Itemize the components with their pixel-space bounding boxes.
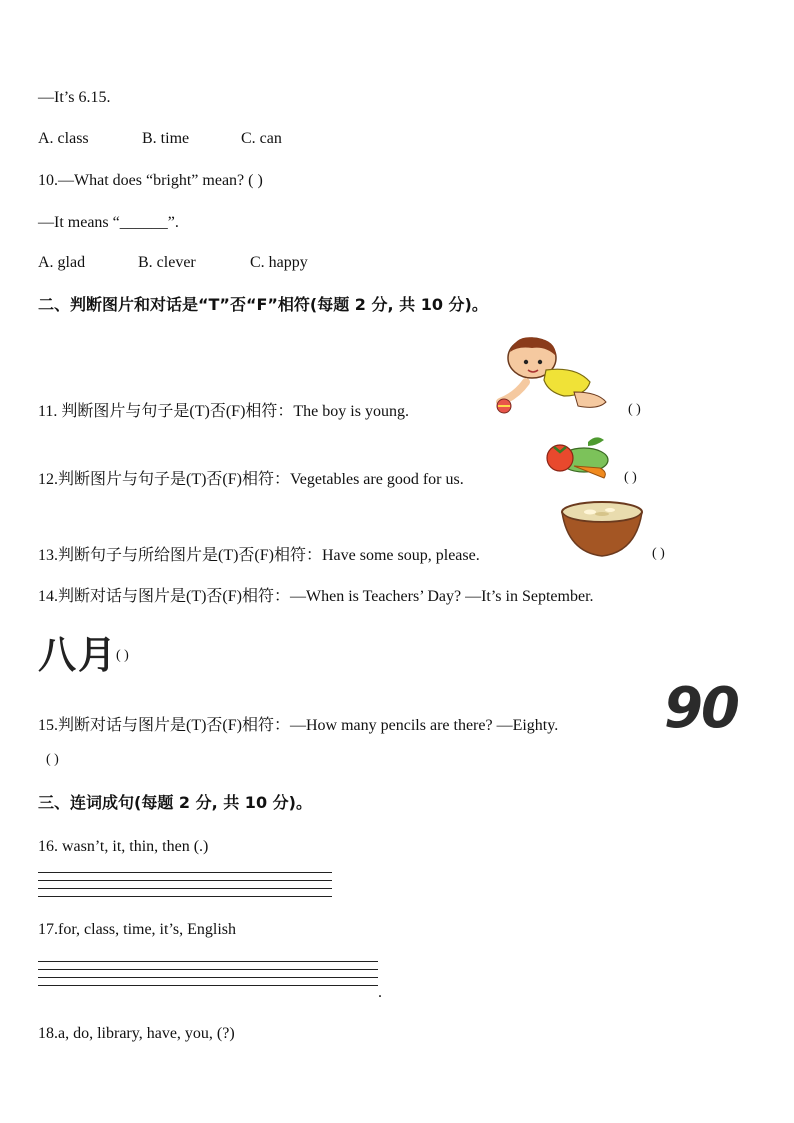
section-3-title: 三、连词成句(每题 2 分, 共 10 分)。 (38, 793, 312, 812)
q17-answer-lines[interactable] (38, 961, 378, 993)
q16-rule-4 (38, 896, 332, 897)
q10-question: 10.—What does “bright” mean? ( ) (38, 172, 263, 189)
soup-bowl-icon (560, 500, 644, 567)
q9-option-a: A. class (38, 130, 89, 147)
q17-end-mark: . (378, 984, 382, 1001)
q10-option-c: C. happy (250, 254, 308, 271)
q11-answer-paren[interactable]: ( ) (628, 402, 641, 417)
q16-words: 16. wasn’t, it, thin, then (.) (38, 838, 209, 855)
q12-answer-paren[interactable]: ( ) (624, 470, 637, 485)
ninety-image-text: 90 (664, 676, 738, 741)
q14-answer-paren[interactable]: ( ) (116, 648, 129, 663)
q9-answer-line: —It’s 6.15. (38, 89, 111, 106)
q9-option-b: B. time (142, 130, 190, 147)
baby-crawling-icon (466, 336, 616, 423)
q17-rule-4 (38, 985, 378, 986)
q17-words: 17.for, class, time, it’s, English (38, 921, 237, 938)
section-2-title: 二、判断图片和对话是“T”否“F”相符(每题 2 分, 共 10 分)。 (38, 295, 488, 314)
q16-rule-2 (38, 880, 332, 881)
q16-rule-3 (38, 888, 332, 889)
vegetables-icon (544, 432, 614, 489)
q9-option-c: C. can (241, 130, 282, 147)
q17-rule-2 (38, 969, 378, 970)
q16-answer-lines[interactable] (38, 872, 332, 904)
q13-text: 13.判断句子与所给图片是(T)否(F)相符：Have some soup, please. (38, 547, 480, 564)
q10-option-a: A. glad (38, 254, 86, 271)
q10-option-b: B. clever (138, 254, 196, 271)
q10-answer-line: —It means “______”. (38, 214, 179, 231)
q17-rule-3 (38, 977, 378, 978)
q15-text: 15.判断对话与图片是(T)否(F)相符：—How many pencils are there? —Eighty. (38, 717, 559, 734)
august-image-text: 八月 (38, 632, 119, 677)
q14-text: 14.判断对话与图片是(T)否(F)相符：—When is Teachers’ Day? —It’s in September. (38, 588, 594, 605)
q13-answer-paren[interactable]: ( ) (652, 546, 665, 561)
q16-rule-1 (38, 872, 332, 873)
q17-rule-1 (38, 961, 378, 962)
q12-text: 12.判断图片与句子是(T)否(F)相符：Vegetables are good for us. (38, 471, 464, 488)
q18-words: 18.a, do, library, have, you, (?) (38, 1025, 235, 1042)
q11-text: 11. 判断图片与句子是(T)否(F)相符：The boy is young. (38, 403, 409, 420)
q15-answer-paren[interactable]: ( ) (46, 752, 59, 767)
